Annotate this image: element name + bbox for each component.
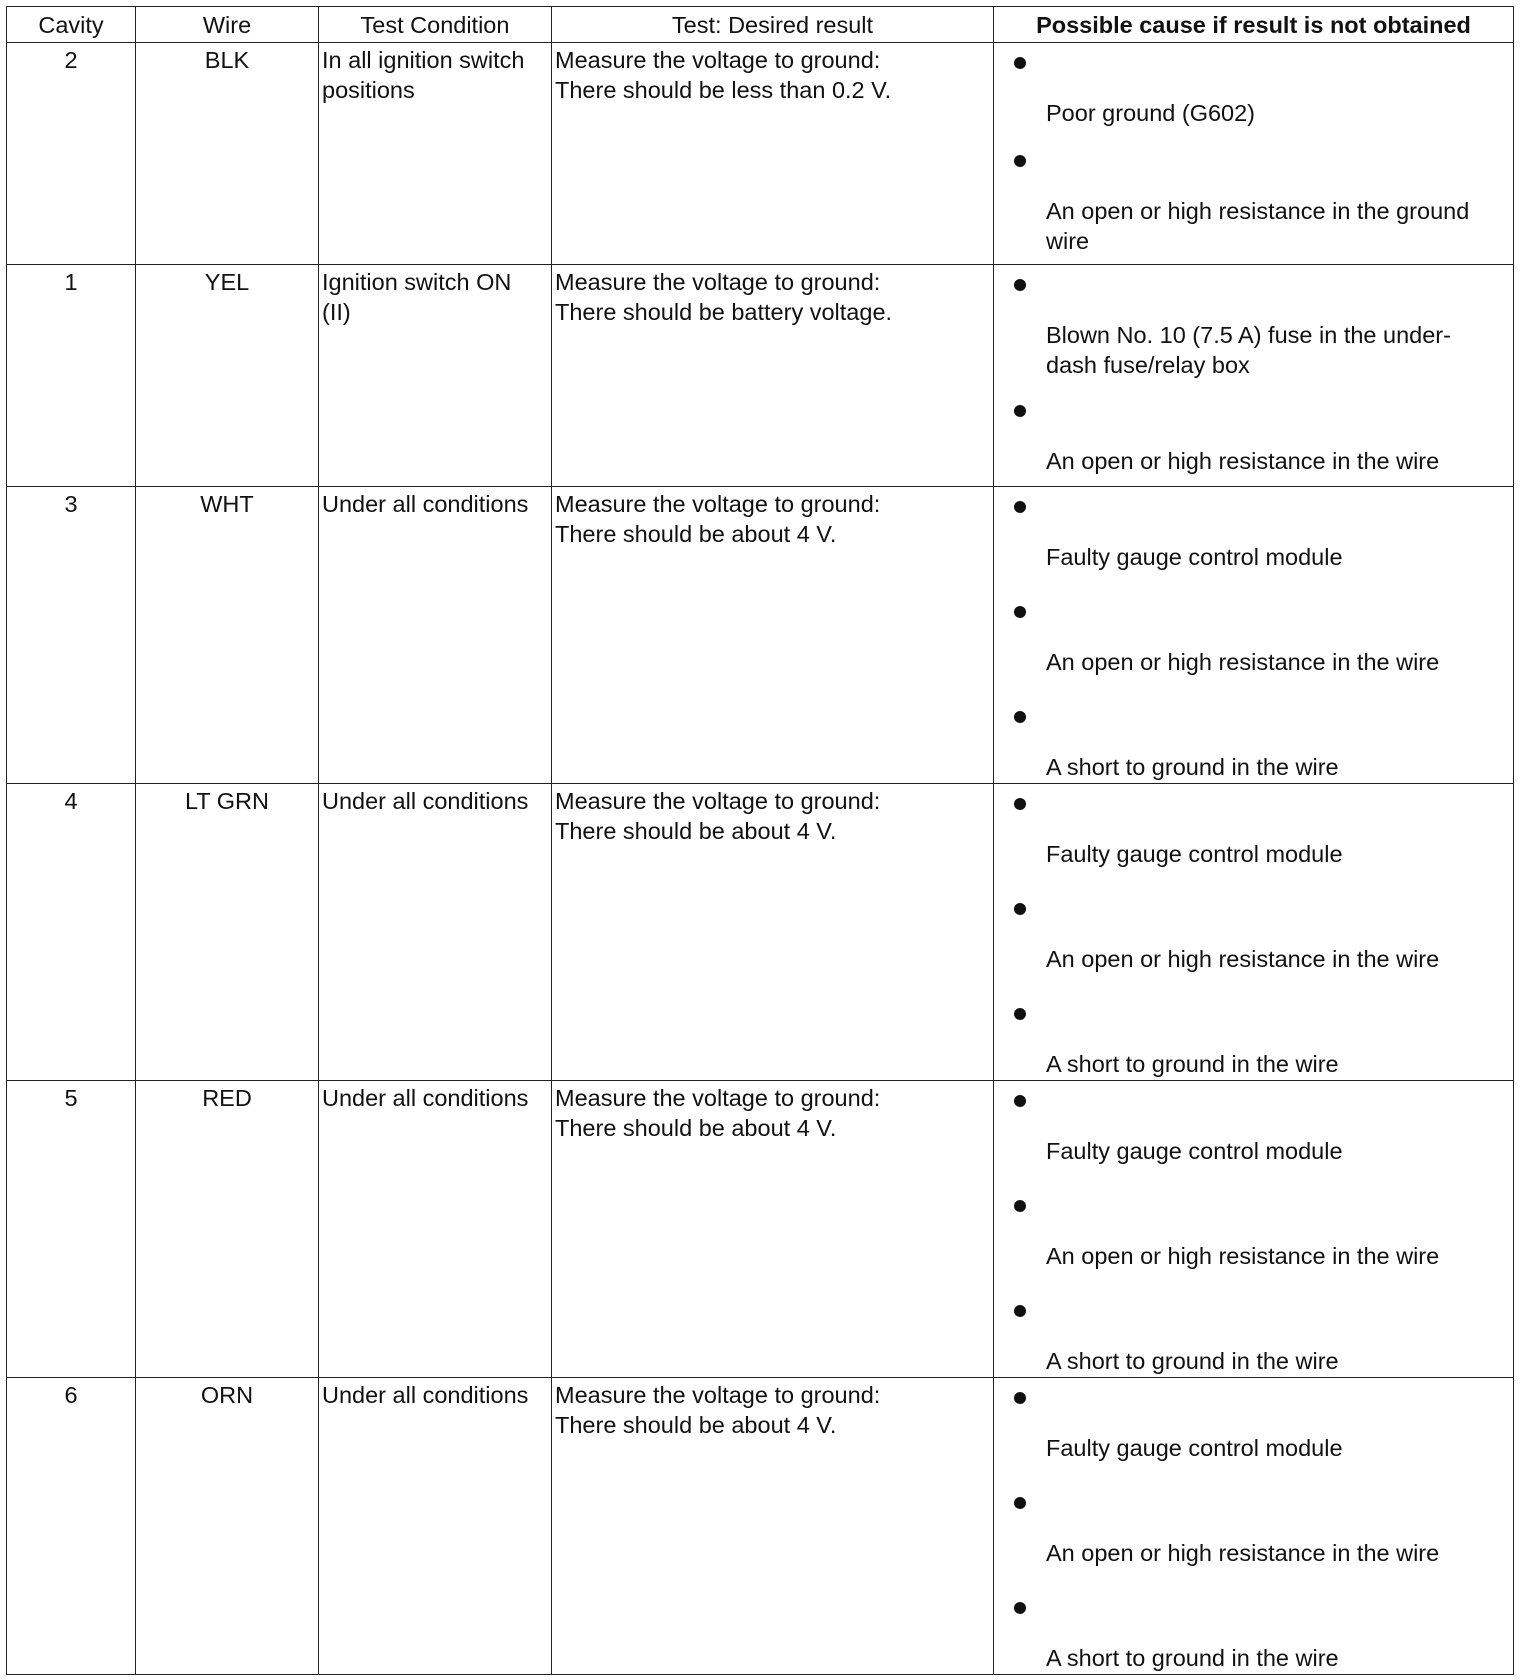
bullet-icon: [1014, 155, 1026, 167]
cause-list: [994, 487, 1513, 782]
cause-text: Faulty gauge control module: [1046, 1138, 1343, 1164]
cause-text: An open or high resistance in the wire: [1046, 1540, 1440, 1566]
cause-text: A short to ground in the wire: [1046, 1051, 1339, 1077]
condition-line: In all ignition switch: [322, 47, 525, 73]
cause-text: An open or high resistance in the wire: [1046, 1243, 1440, 1269]
cause-item: [994, 996, 1513, 1079]
test-line: There should be about 4 V.: [555, 1115, 837, 1141]
cause-text: An open or high resistance in the ground wire: [1046, 198, 1470, 254]
bullet-icon: [1014, 57, 1026, 69]
table-row: [7, 1081, 1514, 1378]
bullet-icon: [1014, 279, 1026, 291]
desired-result-cell: [552, 487, 994, 784]
cause-item: [994, 1590, 1513, 1673]
cause-list: [994, 1378, 1513, 1673]
cause-item: [994, 786, 1513, 891]
wire-color-cell: RED: [136, 1081, 319, 1378]
test-condition-cell: [319, 487, 552, 784]
test-condition-cell: [319, 784, 552, 1081]
cause-text: Faulty gauge control module: [1046, 544, 1343, 570]
cavity-cell: 4: [7, 784, 136, 1081]
cause-list: [994, 1081, 1513, 1376]
cause-item: [994, 393, 1513, 476]
cause-item: [994, 594, 1513, 699]
condition-line: Under all conditions: [322, 1382, 529, 1408]
bullet-icon: [1014, 501, 1026, 513]
cavity-cell: 2: [7, 43, 136, 265]
cause-item: [994, 1485, 1513, 1590]
table-row: [7, 43, 1514, 265]
desired-result-cell: [552, 43, 994, 265]
header-desired-result: Test: Desired result: [552, 7, 994, 43]
wire-color-cell: BLK: [136, 43, 319, 265]
wire-color-cell: YEL: [136, 265, 319, 487]
table-row: [7, 265, 1514, 487]
possible-cause-cell: [994, 1081, 1514, 1378]
desired-result-cell: [552, 265, 994, 487]
table-row: [7, 784, 1514, 1081]
test-line: Measure the voltage to ground:: [555, 788, 881, 814]
test-line: Measure the voltage to ground:: [555, 1382, 881, 1408]
cause-item: [994, 489, 1513, 594]
test-line: Measure the voltage to ground:: [555, 491, 881, 517]
wire-color-cell: LT GRN: [136, 784, 319, 1081]
header-row: [7, 7, 1514, 43]
header-possible-cause: Possible cause if result is not obtained: [994, 7, 1514, 43]
cause-list: [994, 784, 1513, 1079]
condition-line: (II): [322, 299, 351, 325]
cause-text: An open or high resistance in the wire: [1046, 946, 1440, 972]
bullet-icon: [1014, 903, 1026, 915]
cause-item: [994, 1083, 1513, 1188]
bullet-icon: [1014, 711, 1026, 723]
header-test-condition: Test Condition: [319, 7, 552, 43]
test-line: Measure the voltage to ground:: [555, 1085, 881, 1111]
test-condition-cell: [319, 43, 552, 265]
condition-line: Under all conditions: [322, 788, 529, 814]
troubleshooting-table: [6, 6, 1514, 1675]
bullet-icon: [1014, 1305, 1026, 1317]
test-condition-cell: [319, 1378, 552, 1675]
table-row: [7, 487, 1514, 784]
bullet-icon: [1014, 1602, 1026, 1614]
cause-item: [994, 1293, 1513, 1376]
desired-result-cell: [552, 1378, 994, 1675]
possible-cause-cell: [994, 1378, 1514, 1675]
test-line: There should be about 4 V.: [555, 1412, 837, 1438]
test-line: There should be battery voltage.: [555, 299, 893, 325]
cause-text: An open or high resistance in the wire: [1046, 448, 1440, 474]
cavity-cell: 3: [7, 487, 136, 784]
cause-text: Faulty gauge control module: [1046, 841, 1343, 867]
test-line: There should be about 4 V.: [555, 818, 837, 844]
possible-cause-cell: [994, 43, 1514, 265]
test-line: Measure the voltage to ground:: [555, 47, 881, 73]
cavity-cell: 1: [7, 265, 136, 487]
wire-color-cell: WHT: [136, 487, 319, 784]
condition-line: positions: [322, 77, 415, 103]
cause-text: An open or high resistance in the wire: [1046, 649, 1440, 675]
bullet-icon: [1014, 1200, 1026, 1212]
bullet-icon: [1014, 405, 1026, 417]
header-cavity: Cavity: [7, 7, 136, 43]
cause-text: Poor ground (G602): [1046, 100, 1256, 126]
test-line: There should be less than 0.2 V.: [555, 77, 892, 103]
cause-item: [994, 143, 1513, 256]
condition-line: Ignition switch ON: [322, 269, 512, 295]
cause-text: A short to ground in the wire: [1046, 754, 1339, 780]
condition-line: Under all conditions: [322, 1085, 529, 1111]
cause-text: A short to ground in the wire: [1046, 1348, 1339, 1374]
bullet-icon: [1014, 606, 1026, 618]
cavity-cell: 5: [7, 1081, 136, 1378]
bullet-icon: [1014, 1497, 1026, 1509]
test-condition-cell: [319, 1081, 552, 1378]
bullet-icon: [1014, 1008, 1026, 1020]
desired-result-cell: [552, 1081, 994, 1378]
cause-item: [994, 45, 1513, 143]
header-wire: Wire: [136, 7, 319, 43]
bullet-icon: [1014, 1095, 1026, 1107]
cause-text: Blown No. 10 (7.5 A) fuse in the under-dash fuse/relay box: [1046, 322, 1451, 378]
possible-cause-cell: [994, 487, 1514, 784]
cause-item: [994, 267, 1513, 393]
cavity-cell: 6: [7, 1378, 136, 1675]
wire-color-cell: ORN: [136, 1378, 319, 1675]
cause-text: A short to ground in the wire: [1046, 1645, 1339, 1671]
test-line: There should be about 4 V.: [555, 521, 837, 547]
possible-cause-cell: [994, 784, 1514, 1081]
test-condition-cell: [319, 265, 552, 487]
cause-text: Faulty gauge control module: [1046, 1435, 1343, 1461]
cause-item: [994, 699, 1513, 782]
cause-item: [994, 1188, 1513, 1293]
bullet-icon: [1014, 1392, 1026, 1404]
cause-list: [994, 265, 1513, 476]
table-row: [7, 1378, 1514, 1675]
desired-result-cell: [552, 784, 994, 1081]
cause-item: [994, 891, 1513, 996]
bullet-icon: [1014, 798, 1026, 810]
cause-list: [994, 43, 1513, 256]
test-line: Measure the voltage to ground:: [555, 269, 881, 295]
condition-line: Under all conditions: [322, 491, 529, 517]
possible-cause-cell: [994, 265, 1514, 487]
cause-item: [994, 1380, 1513, 1485]
